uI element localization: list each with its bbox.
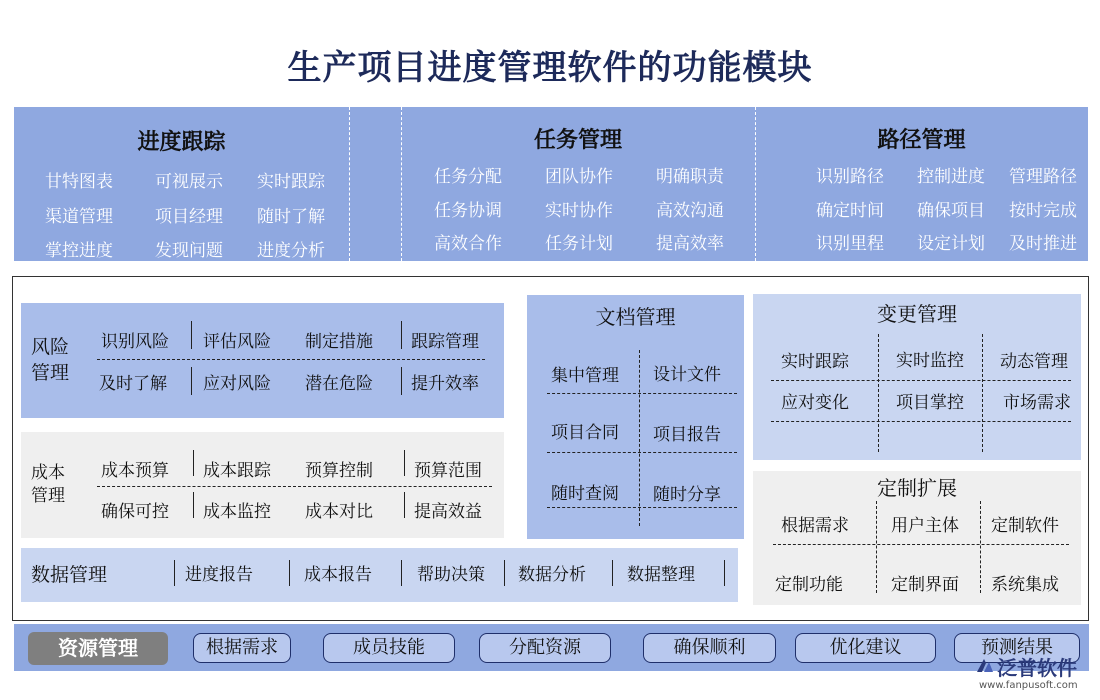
divider: [639, 350, 640, 526]
divider: [773, 544, 1069, 545]
path-item: 确定时间: [816, 201, 884, 221]
cost-item: 预算控制: [305, 461, 373, 481]
data-item: 数据整理: [627, 565, 695, 585]
doc-item: 随时查阅: [551, 484, 619, 504]
divider: [980, 501, 981, 593]
risk-item: 评估风险: [203, 332, 271, 352]
divider: [771, 380, 1071, 381]
doc-item: 设计文件: [653, 365, 721, 385]
document-management-panel: [527, 295, 744, 539]
task-item: 任务协调: [434, 201, 502, 221]
change-item: 应对变化: [781, 393, 849, 413]
custom-item: 系统集成: [991, 575, 1059, 595]
divider: [401, 321, 402, 349]
divider: [504, 560, 505, 586]
progress-item: 掌控进度: [45, 241, 113, 261]
divider: [982, 334, 983, 452]
task-item: 任务计划: [545, 234, 613, 254]
change-item: 项目掌控: [896, 393, 964, 413]
change-management-panel: [753, 294, 1081, 460]
custom-extension-heading: 定制扩展: [877, 476, 957, 500]
doc-item: 随时分享: [653, 485, 721, 505]
resource-management-label: 资源管理: [28, 632, 168, 665]
progress-tracking-section: [14, 107, 349, 261]
divider: [174, 560, 175, 586]
cost-management-panel: [21, 432, 504, 538]
resource-item: 成员技能: [323, 633, 455, 663]
divider: [771, 421, 1071, 422]
risk-item: 应对风险: [203, 374, 271, 394]
cost-item: 成本跟踪: [203, 461, 271, 481]
divider: [191, 367, 192, 395]
divider: [191, 321, 192, 349]
resource-management-band: [14, 624, 1089, 671]
divider: [547, 393, 737, 394]
progress-item: 可视展示: [155, 172, 223, 192]
divider: [724, 560, 725, 586]
divider: [97, 486, 492, 487]
change-management-heading: 变更管理: [877, 302, 957, 326]
doc-item: 集中管理: [551, 366, 619, 386]
resource-item: 确保顺利: [643, 633, 776, 663]
task-item: 任务分配: [434, 167, 502, 187]
brand-url: www.fanpusoft.com: [979, 680, 1078, 691]
divider: [876, 501, 877, 593]
path-item: 按时完成: [1009, 201, 1077, 221]
path-item: 识别里程: [816, 234, 884, 254]
document-management-heading: 文档管理: [595, 305, 676, 329]
change-item: 实时监控: [896, 351, 964, 371]
progress-item: 随时了解: [257, 207, 325, 227]
custom-item: 定制功能: [775, 575, 843, 595]
cost-item: 提高效益: [414, 502, 482, 522]
doc-item: 项目报告: [653, 425, 721, 445]
path-item: 控制进度: [917, 167, 985, 187]
data-item: 成本报告: [304, 565, 372, 585]
cost-item: 确保可控: [101, 502, 169, 522]
custom-item: 用户主体: [891, 516, 959, 536]
change-item: 动态管理: [1000, 352, 1068, 372]
progress-tracking-heading: 进度跟踪: [137, 129, 226, 155]
change-item: 市场需求: [1003, 393, 1071, 413]
path-item: 设定计划: [917, 234, 985, 254]
divider: [193, 450, 194, 476]
path-item: 管理路径: [1009, 167, 1077, 187]
divider: [612, 560, 613, 586]
cost-management-label: 成本 管理: [31, 463, 65, 506]
doc-item: 项目合同: [551, 423, 619, 443]
divider: [404, 492, 405, 518]
page-title: 生产项目进度管理软件的功能模块: [287, 48, 813, 88]
risk-item: 潜在危险: [305, 374, 373, 394]
task-item: 高效合作: [434, 234, 502, 254]
cost-item: 预算范围: [414, 461, 482, 481]
task-item: 提高效率: [656, 234, 724, 254]
resource-item: 分配资源: [479, 633, 611, 663]
brand-logo: [975, 652, 1095, 698]
custom-item: 定制软件: [991, 516, 1059, 536]
custom-extension-panel: [753, 471, 1081, 605]
task-item: 团队协作: [545, 167, 613, 187]
resource-item: 根据需求: [193, 633, 291, 663]
risk-item: 跟踪管理: [411, 332, 479, 352]
progress-item: 甘特图表: [45, 172, 113, 192]
task-item: 实时协作: [545, 201, 613, 221]
divider: [193, 492, 194, 518]
divider: [401, 367, 402, 395]
brand-name: 泛普软件: [997, 656, 1077, 680]
progress-item: 发现问题: [155, 241, 223, 261]
cost-item: 成本对比: [305, 502, 373, 522]
divider: [878, 334, 879, 452]
divider: [547, 452, 737, 453]
divider: [289, 560, 290, 586]
cost-item: 成本预算: [101, 461, 169, 481]
data-item: 数据分析: [518, 565, 586, 585]
custom-item: 根据需求: [781, 516, 849, 536]
data-management-label: 数据管理: [31, 564, 108, 586]
risk-item: 识别风险: [101, 332, 169, 352]
divider: [97, 359, 485, 360]
risk-item: 提升效率: [411, 374, 479, 394]
divider: [547, 507, 737, 508]
progress-item: 项目经理: [155, 207, 223, 227]
change-item: 实时跟踪: [781, 352, 849, 372]
data-item: 帮助决策: [417, 565, 485, 585]
path-management-section: [755, 107, 1088, 261]
top-band: [14, 107, 1088, 261]
path-item: 确保项目: [917, 201, 985, 221]
task-management-section: [401, 107, 755, 261]
risk-item: 制定措施: [305, 332, 373, 352]
path-management-heading: 路径管理: [877, 127, 966, 153]
risk-management-panel: [21, 303, 504, 418]
data-item: 进度报告: [185, 565, 253, 585]
data-management-panel: [21, 548, 738, 602]
risk-item: 及时了解: [99, 374, 167, 394]
progress-item: 渠道管理: [45, 207, 113, 227]
path-item: 识别路径: [816, 167, 884, 187]
main-module-box: [12, 276, 1089, 621]
progress-item: 进度分析: [257, 241, 325, 261]
divider: [401, 560, 402, 586]
divider: [404, 450, 405, 476]
path-item: 及时推进: [1009, 234, 1077, 254]
custom-item: 定制界面: [891, 575, 959, 595]
cost-item: 成本监控: [203, 502, 271, 522]
task-item: 高效沟通: [656, 201, 724, 221]
resource-item: 优化建议: [795, 633, 936, 663]
risk-management-label: 风险 管理: [31, 336, 70, 384]
progress-item: 实时跟踪: [257, 172, 325, 192]
task-item: 明确职责: [656, 167, 724, 187]
brand-mark-icon: [975, 656, 995, 676]
task-management-heading: 任务管理: [533, 127, 622, 153]
resource-item: 预测结果: [954, 633, 1080, 663]
divider: [349, 107, 350, 261]
